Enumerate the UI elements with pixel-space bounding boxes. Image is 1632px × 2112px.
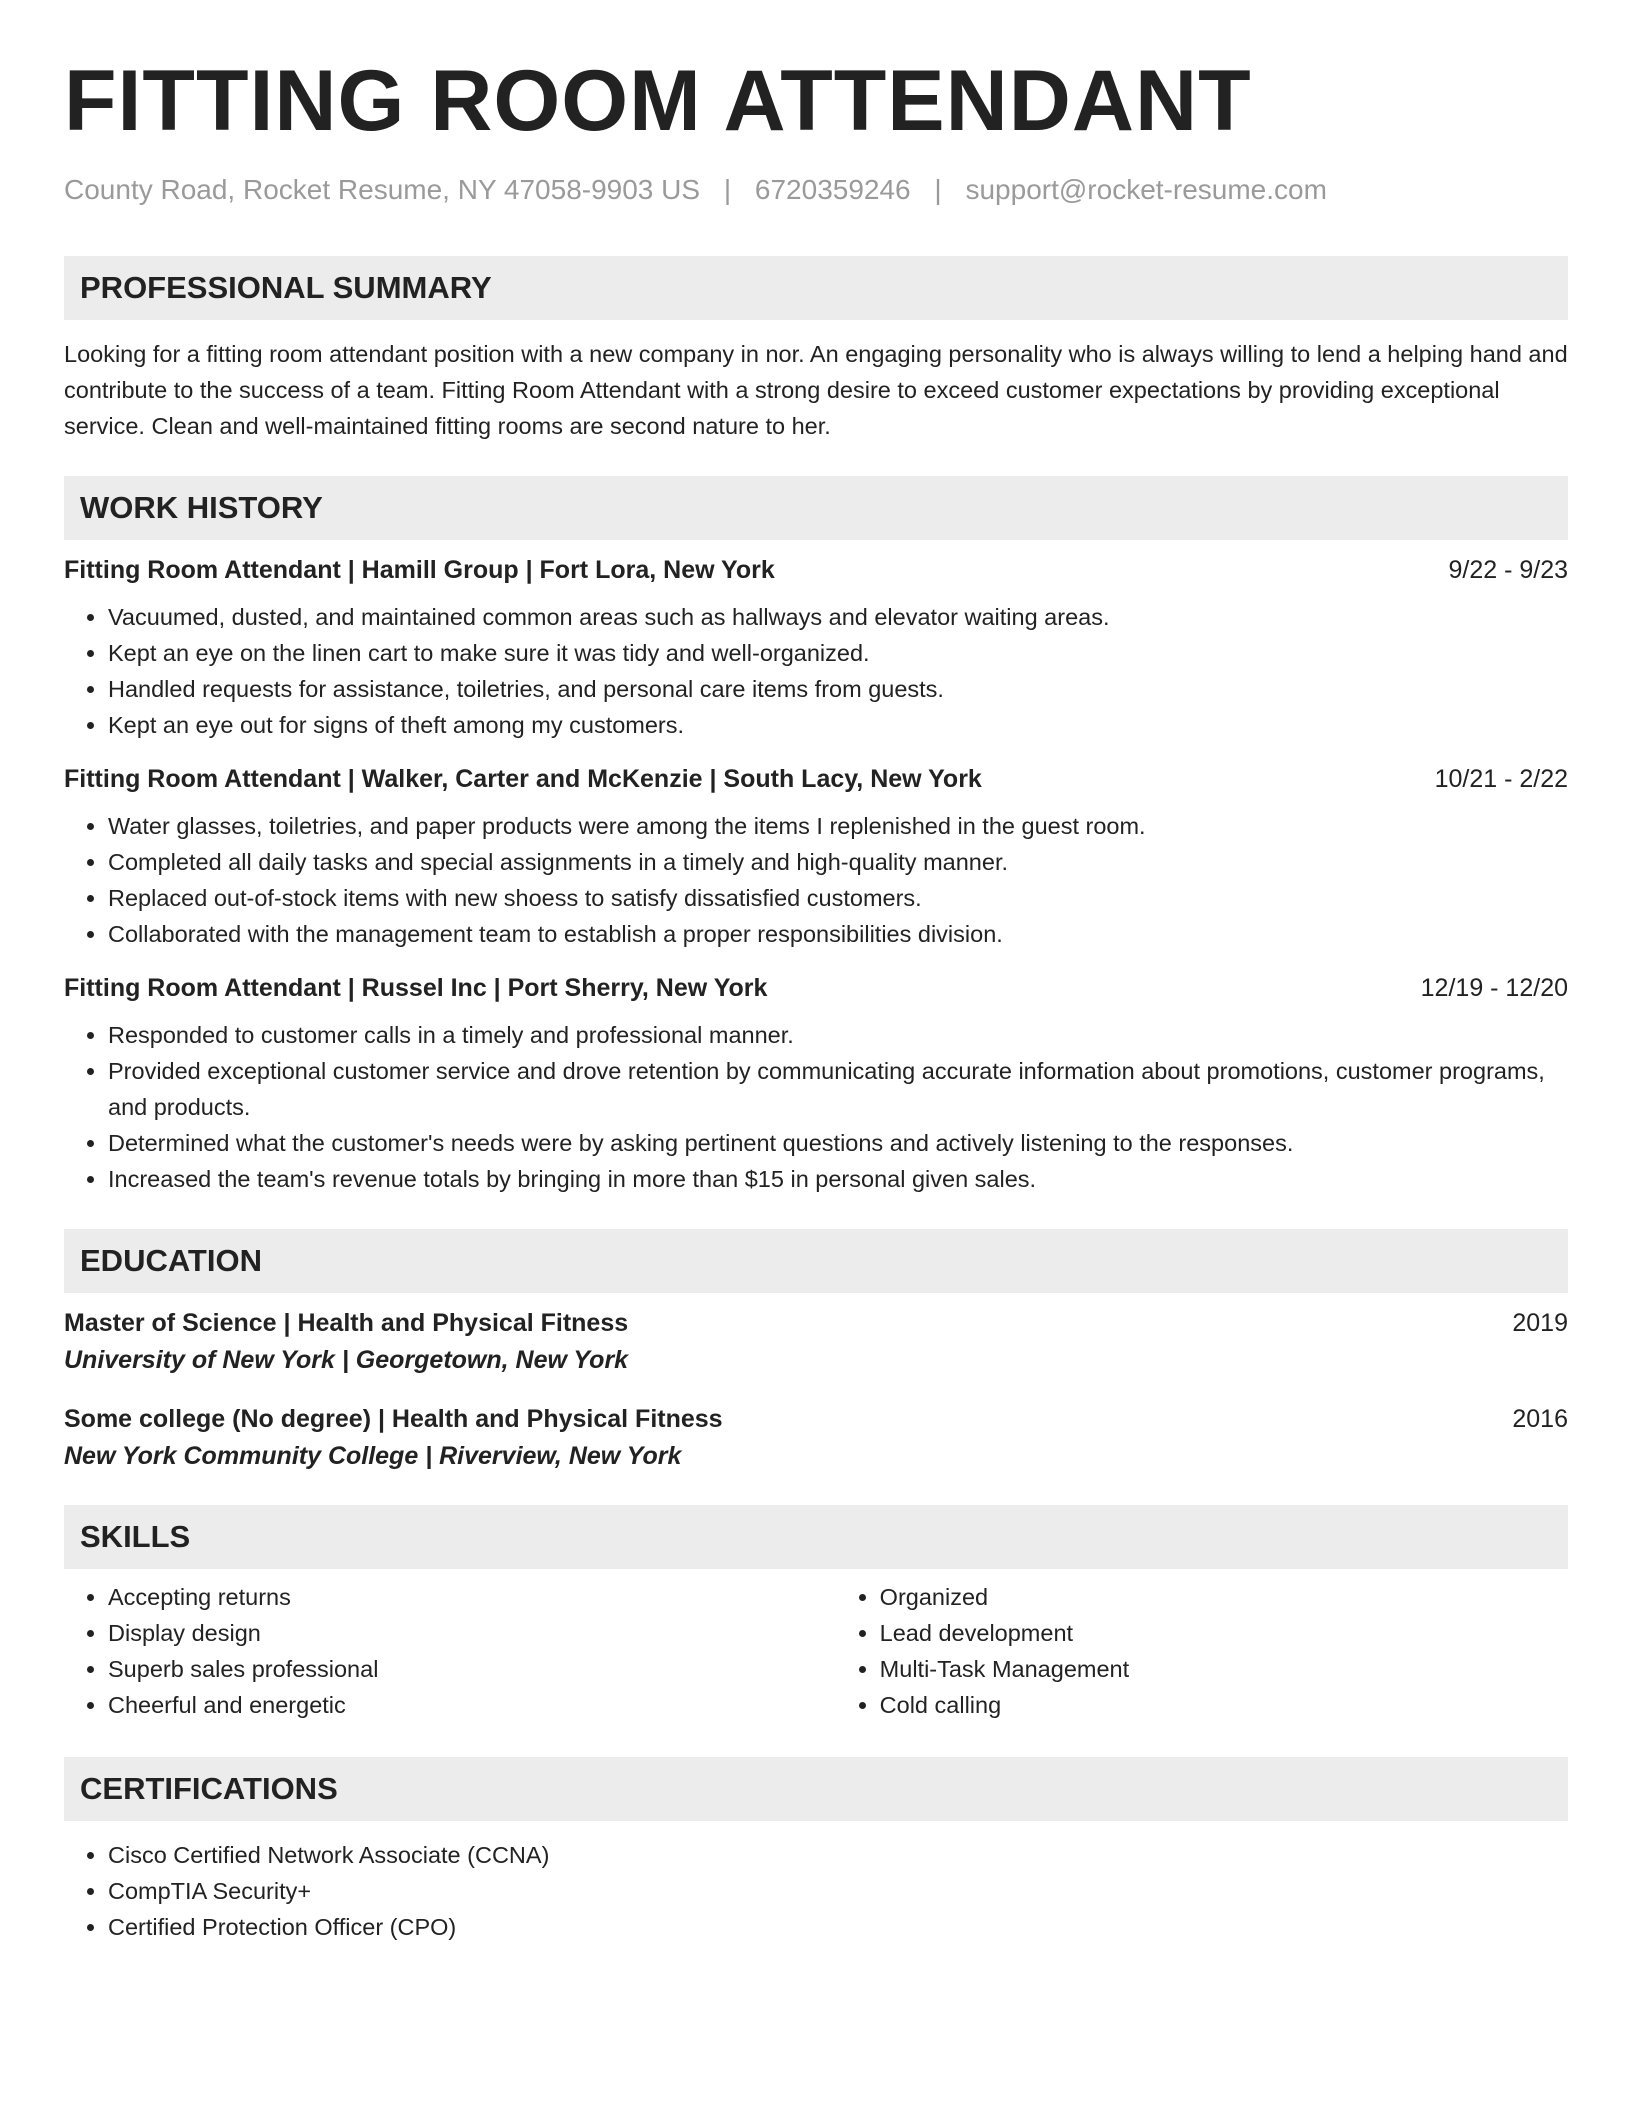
skill-item: • Cheerful and energetic [108, 1687, 836, 1723]
job-bullet: • Completed all daily tasks and special assignments in a timely and high-quality manner. [108, 844, 1568, 880]
job-bullet: • Determined what the customer's needs were by asking pertinent questions and actively listening to the responses. [108, 1125, 1568, 1161]
education-degree: Some college (No degree) | Health and Physical Fitness [64, 1405, 723, 1433]
contact-phone: 6720359246 [754, 174, 911, 205]
education-entry [64, 1309, 1568, 1375]
skill-item: • Organized [880, 1579, 1568, 1615]
contact-email: support@rocket-resume.com [965, 174, 1327, 205]
job-bullet: • Replaced out-of-stock items with new shoess to satisfy dissatisfied customers. [108, 880, 1568, 916]
contact-line [64, 174, 1568, 206]
certifications-list [64, 1837, 1568, 1945]
job-entry [64, 556, 1568, 743]
job-bullet: • Increased the team's revenue totals by bringing in more than $15 in personal given sales. [108, 1161, 1568, 1197]
education-degree: Master of Science | Health and Physical Fitness [64, 1309, 629, 1337]
contact-separator: | [723, 174, 732, 205]
job-bullet: • Water glasses, toiletries, and paper products were among the items I replenished in the guest room. [108, 808, 1568, 844]
resume-name: FITTING ROOM ATTENDANT [64, 53, 1252, 149]
job-entry [64, 765, 1568, 952]
skills-list [64, 1579, 1568, 1723]
job-bullet: • Provided exceptional customer service and drove retention by communicating accurate information about promotions, customer programs, and products. [108, 1053, 1568, 1125]
education-entry [64, 1405, 1568, 1471]
job-bullet: • Vacuumed, dusted, and maintained common areas such as hallways and elevator waiting areas. [108, 599, 1568, 635]
contact-separator: | [934, 174, 942, 205]
job-bullets [64, 599, 1568, 743]
skill-item: • Accepting returns [108, 1579, 836, 1615]
section-heading-certifications: CERTIFICATIONS [64, 1757, 1568, 1821]
certification-item: • Cisco Certified Network Associate (CCNA) [108, 1837, 1568, 1873]
job-title: Fitting Room Attendant | Hamill Group | Fort Lora, New York [64, 556, 775, 584]
job-bullet: • Kept an eye on the linen cart to make sure it was tidy and well-organized. [108, 635, 1568, 671]
section-heading-work: WORK HISTORY [64, 476, 1568, 540]
job-entry [64, 974, 1568, 1197]
section-heading-skills: SKILLS [64, 1505, 1568, 1569]
contact-address: County Road, Rocket Resume, NY 47058-9903 US [64, 174, 701, 205]
job-bullets [64, 1017, 1568, 1197]
section-heading-summary: PROFESSIONAL SUMMARY [64, 256, 1568, 320]
job-dates: 9/22 - 9/23 [1448, 556, 1568, 584]
skills-column-left [64, 1579, 836, 1723]
skills-column-right [836, 1579, 1568, 1723]
education-school: New York Community College | Riverview, New York [64, 1442, 682, 1470]
skill-item: • Display design [108, 1615, 836, 1651]
summary-text: Looking for a fitting room attendant position with a new company in nor. An engaging personality who is always willing to lend a helping hand and contribute to the success of a team. Fitting Room Attendant with a strong desire to exceed customer expectations by providing exceptional service. Clean and well-maintained fitting rooms are second nature to her. [64, 341, 1568, 439]
job-title: Fitting Room Attendant | Russel Inc | Port Sherry, New York [64, 974, 768, 1002]
certification-item: • CompTIA Security+ [108, 1873, 1568, 1909]
education-year: 2016 [1512, 1405, 1568, 1433]
education-year: 2019 [1512, 1309, 1568, 1337]
job-dates: 12/19 - 12/20 [1420, 974, 1568, 1002]
job-bullets [64, 808, 1568, 952]
job-bullet: • Kept an eye out for signs of theft among my customers. [108, 707, 1568, 743]
job-title: Fitting Room Attendant | Walker, Carter and McKenzie | South Lacy, New York [64, 765, 982, 793]
skill-item: • Cold calling [880, 1687, 1568, 1723]
skill-item: • Multi-Task Management [880, 1651, 1568, 1687]
job-bullet: • Collaborated with the management team to establish a proper responsibilities division. [108, 916, 1568, 952]
education-school: University of New York | Georgetown, New York [64, 1346, 629, 1374]
skill-item: • Superb sales professional [108, 1651, 836, 1687]
certification-item: • Certified Protection Officer (CPO) [108, 1909, 1568, 1945]
section-heading-education: EDUCATION [64, 1229, 1568, 1293]
job-bullet: • Responded to customer calls in a timely and professional manner. [108, 1017, 1568, 1053]
job-dates: 10/21 - 2/22 [1434, 765, 1568, 793]
skill-item: • Lead development [880, 1615, 1568, 1651]
job-bullet: • Handled requests for assistance, toiletries, and personal care items from guests. [108, 671, 1568, 707]
